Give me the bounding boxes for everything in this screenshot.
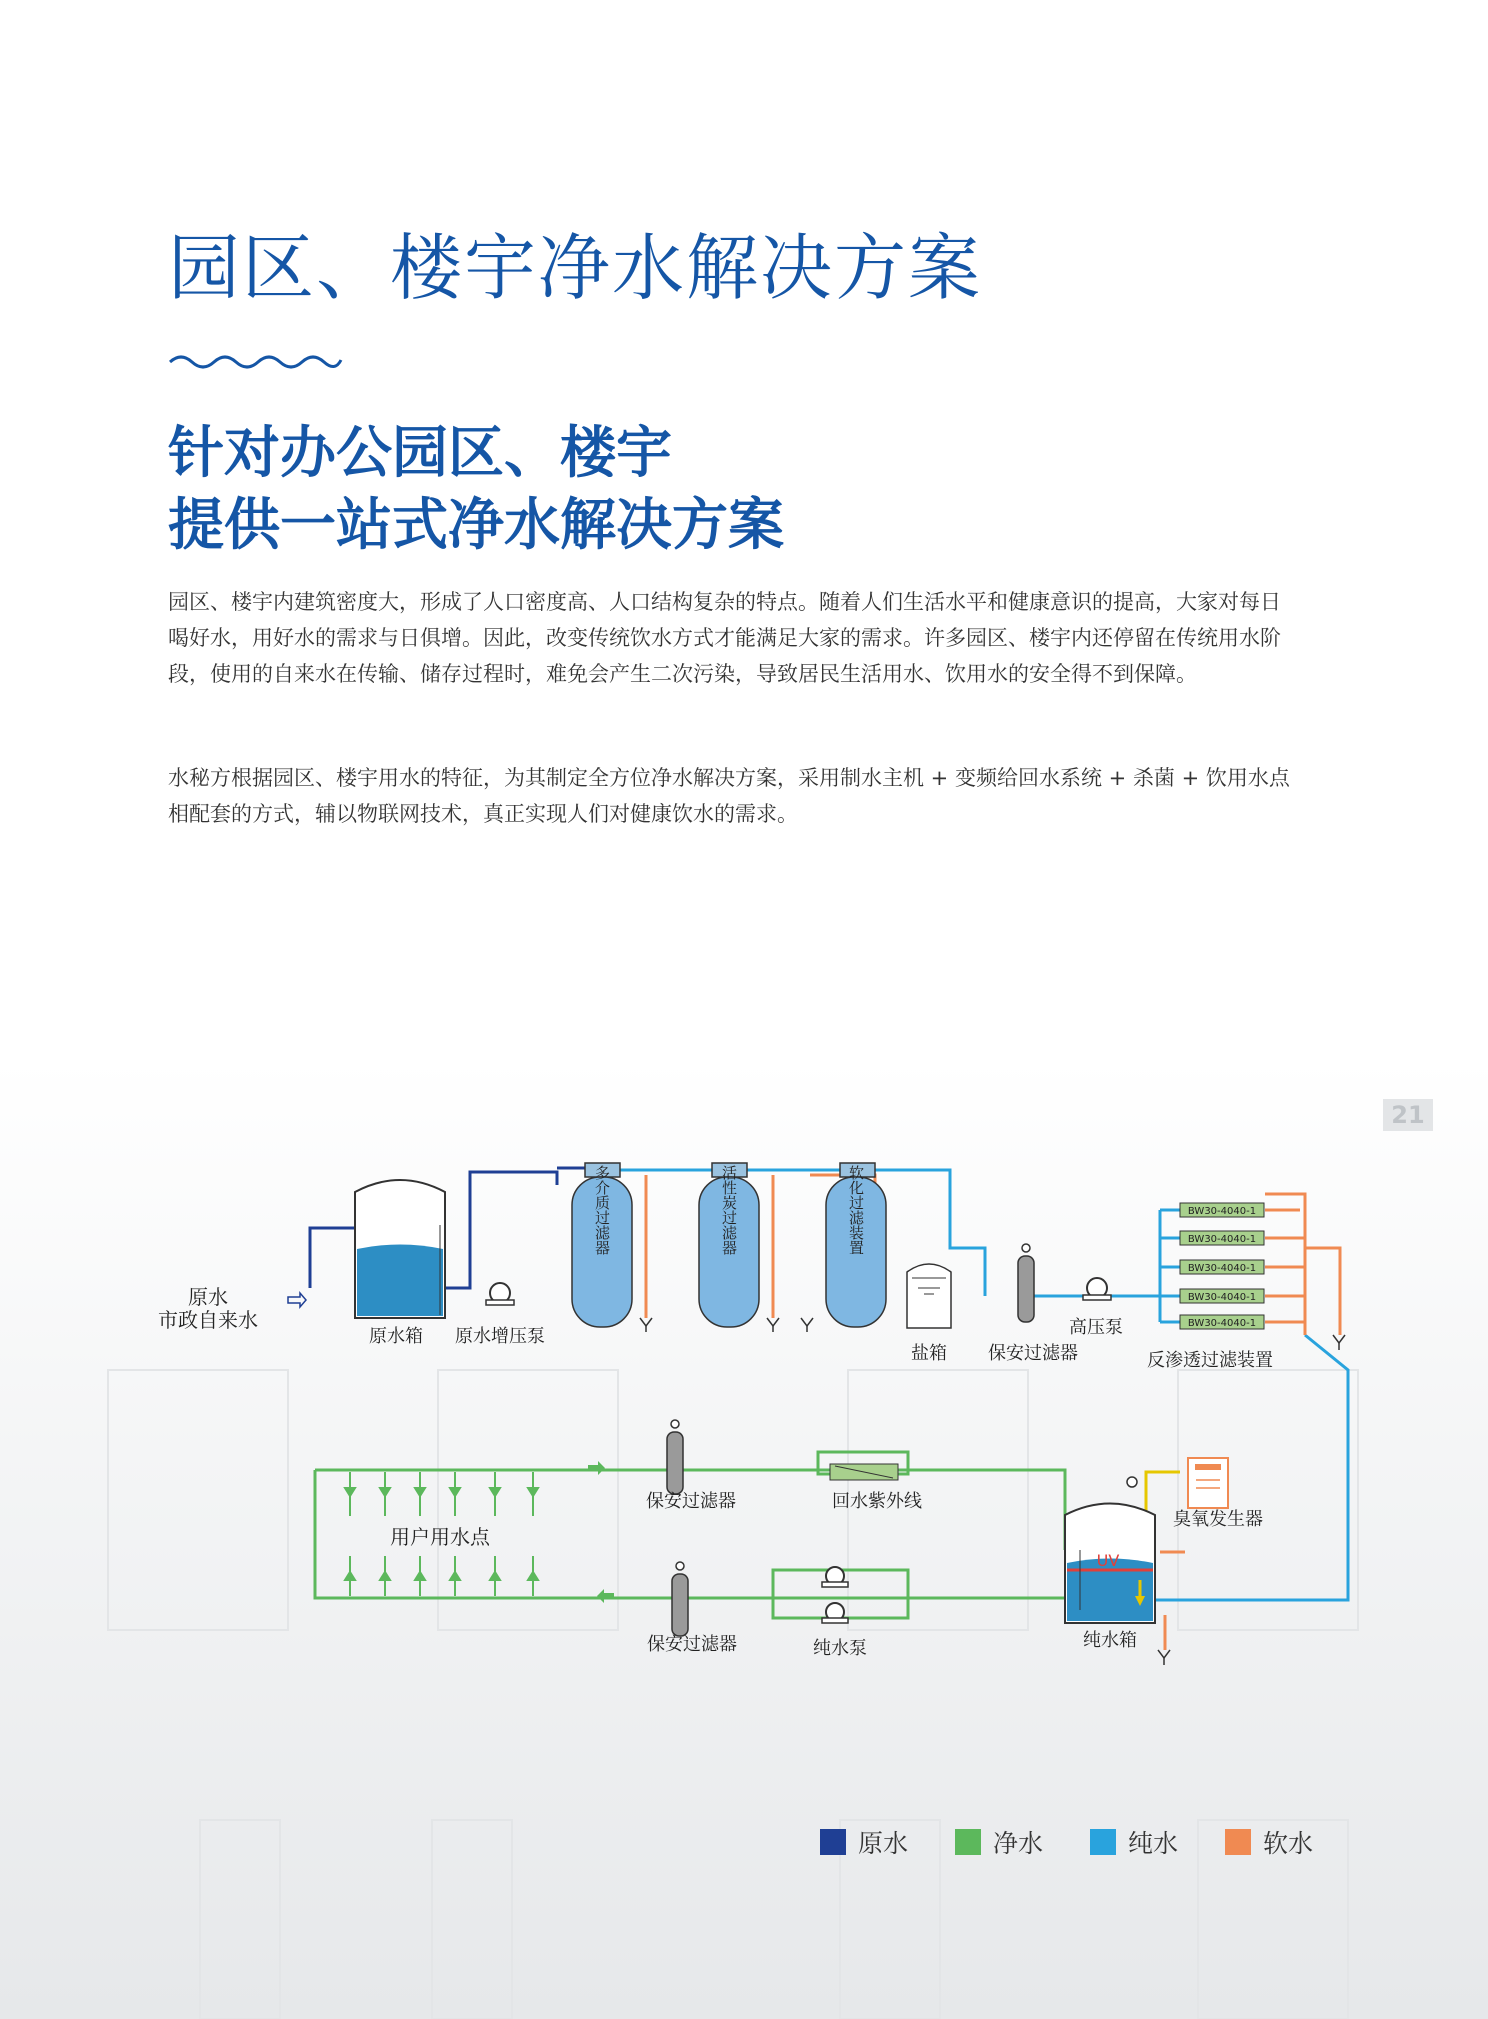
legend-swatch-pure [1090,1829,1116,1855]
security-filter-supply [672,1562,688,1636]
headline [168,418,784,562]
legend-swatch-soft [1225,1829,1251,1855]
headline-line-1: 针对办公园区、楼宇 [168,421,672,486]
membrane-5: BW30-4040-1 [1187,1318,1257,1329]
process-diagram [0,1060,1488,2019]
uv-label: UV [1096,1551,1120,1570]
security-filter-return [667,1420,683,1494]
security-filter-top [1018,1244,1034,1322]
multi-media-filter [572,1163,632,1327]
salt-tank [907,1264,951,1328]
security-filter-supply-label: 保安过滤器 [647,1634,737,1655]
raw-pump-icon [486,1283,514,1305]
legend-label-pure: 纯水 [1128,1829,1179,1858]
solution-paragraph: 水秘方根据园区、楼宇用水的特征，为其制定全方位净水解决方案，采用制水主机 + 变频给回水系统 + 杀菌 + 饮用水点相配套的方式，辅以物联网技术，真正实现人们对健康饮水的需求。 [168,766,1290,826]
membrane-4: BW30-4040-1 [1187,1292,1257,1303]
ro-device-label: 反渗透过滤装置 [1147,1350,1273,1371]
wave-divider [168,350,343,374]
membrane-1: BW30-4040-1 [1187,1206,1257,1217]
legend [820,1824,1360,1860]
carbon-filter [699,1163,759,1327]
flow-arrow-right [588,1461,605,1475]
legend-item-raw [820,1824,955,1860]
membrane-2: BW30-4040-1 [1187,1234,1257,1245]
salt-tank-label: 盐箱 [911,1343,947,1364]
security-filter-return-label: 保安过滤器 [646,1491,736,1512]
source-label-1: 原水 [188,1285,228,1309]
legend-swatch-raw [820,1829,846,1855]
uv-return-unit [830,1464,898,1480]
filter-multi-label: 多介质过滤器 [593,1165,611,1255]
legend-item-clean [955,1824,1090,1860]
ozone-label: 臭氧发生器 [1173,1509,1263,1530]
raw-water-lines [310,1168,588,1288]
ro-membranes [1180,1203,1264,1329]
source-arrow [288,1293,306,1307]
raw-tank-label: 原水箱 [369,1326,423,1347]
hp-pump-icon [1083,1278,1111,1300]
page-title: 园区、楼宇净水解决方案 [168,226,983,310]
filter-carbon-label: 活性炭过滤器 [720,1165,738,1255]
security-filter-top-label: 保安过滤器 [988,1343,1078,1364]
pure-water-tank [1065,1477,1155,1623]
user-points-label: 用户用水点 [390,1525,490,1549]
raw-water-tank [355,1180,445,1318]
legend-label-soft: 软水 [1263,1829,1314,1858]
headline-line-2: 提供一站式净水解决方案 [168,493,784,558]
pure-tank-label: 纯水箱 [1083,1630,1137,1651]
legend-label-raw: 原水 [858,1829,909,1858]
ozone-generator [1188,1458,1228,1508]
softener-label: 软化过滤装置 [847,1165,865,1255]
pure-pump-icon [822,1567,848,1623]
membrane-3: BW30-4040-1 [1187,1263,1257,1274]
legend-item-pure [1090,1824,1225,1860]
source-label-2: 市政自来水 [158,1308,258,1332]
legend-item-soft [1225,1824,1360,1860]
pure-pump-label: 纯水泵 [813,1638,867,1659]
softener-filter [826,1163,886,1327]
building-number-text: 21 [1391,1101,1425,1129]
raw-pump-label: 原水增压泵 [455,1326,545,1347]
legend-swatch-clean [955,1829,981,1855]
hp-pump-label: 高压泵 [1069,1317,1123,1338]
intro-paragraph: 园区、楼宇内建筑密度大，形成了人口密度高、人口结构复杂的特点。随着人们生活水平和健康意识的提高，大家对每日喝好水，用好水的需求与日俱增。因此，改变传统饮水方式才能满足大家的需求。许多园区、楼宇内还停留在传统用水阶段，使用的自来水在传输、储存过程时，难免会产生二次污染，导致居民生活用水、饮用水的安全得不到保障。 [168,590,1281,686]
legend-label-clean: 净水 [993,1829,1044,1858]
flow-arrow-left [597,1589,614,1603]
uv-return-label: 回水紫外线 [832,1491,922,1512]
